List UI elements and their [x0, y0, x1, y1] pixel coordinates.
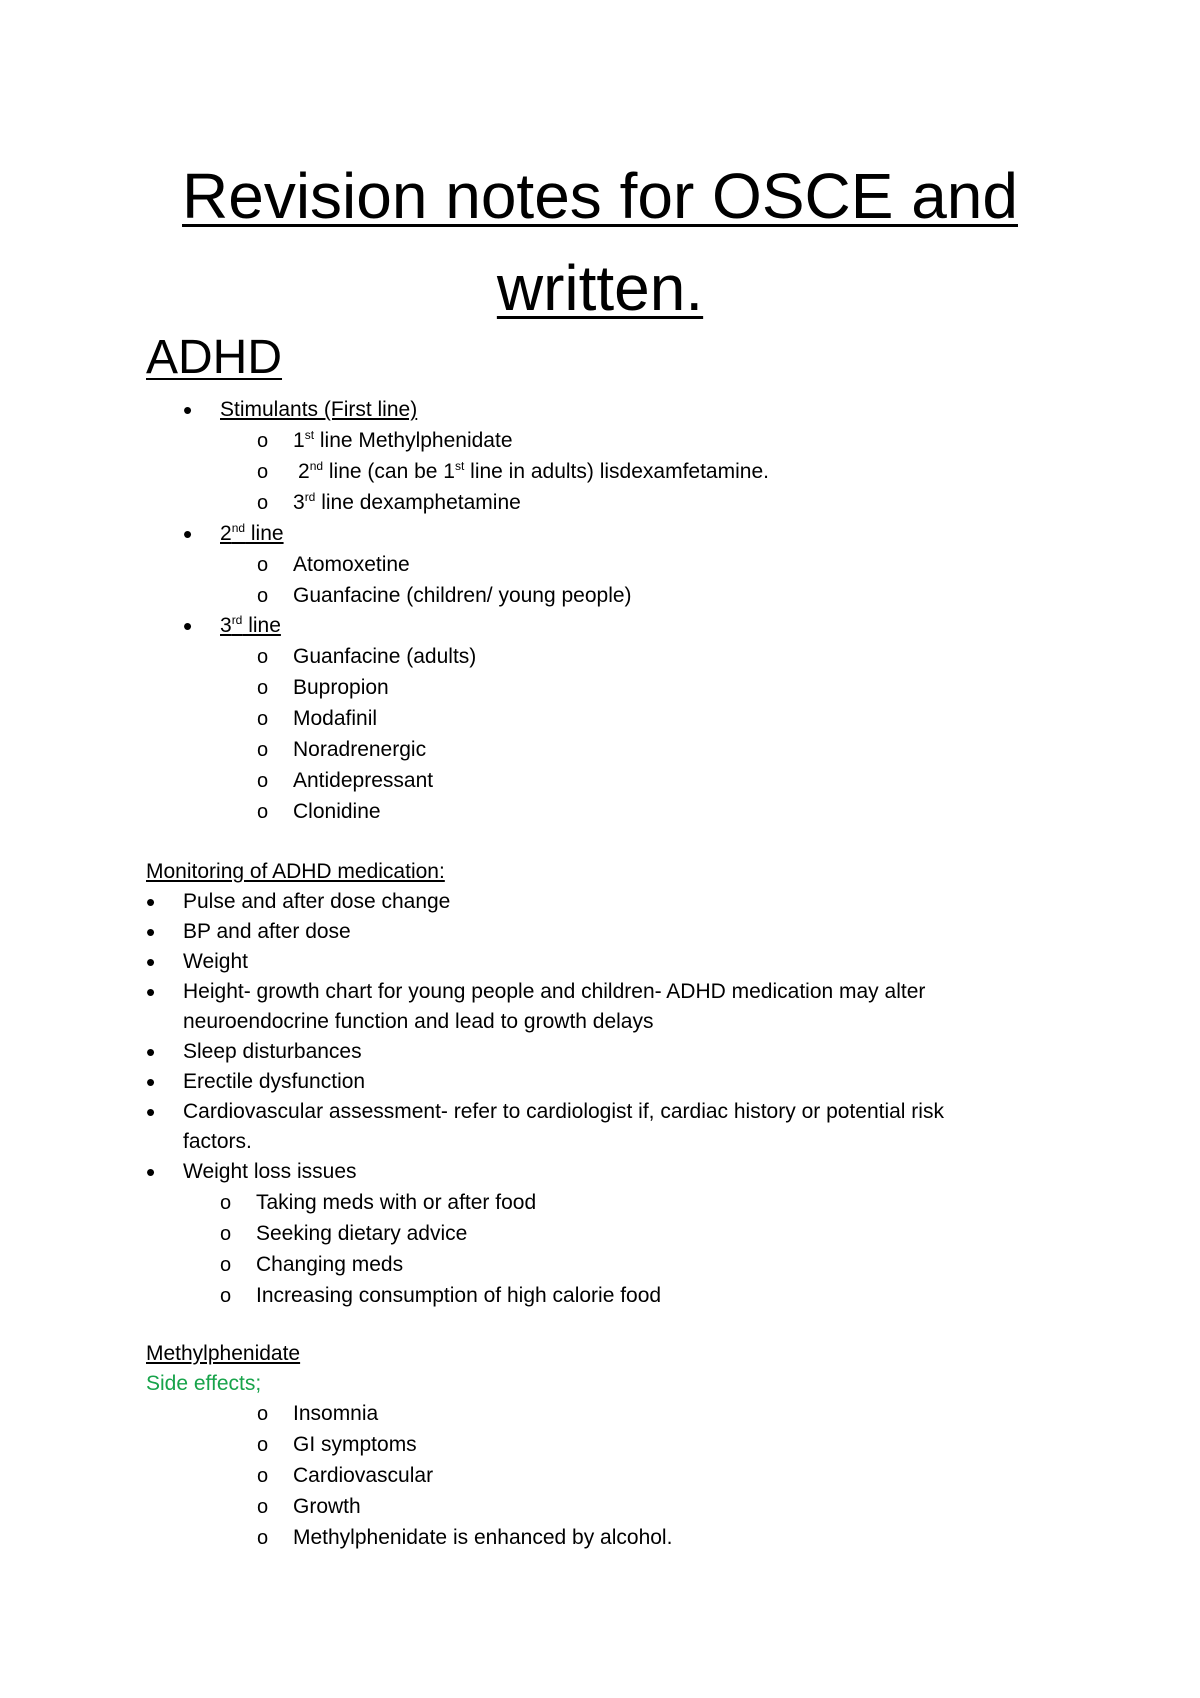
stimulant-item-2: 2nd line (can be 1st line in adults) lisdexamfetamine. [298, 459, 769, 483]
bullet-icon [183, 520, 192, 551]
document-title [0, 150, 1200, 334]
circle-bullet-icon [257, 798, 268, 826]
bullet-icon [183, 396, 192, 427]
monitoring-item: Sleep disturbances [183, 1040, 362, 1063]
weight-loss-item: Taking meds with or after food [256, 1191, 537, 1214]
bullet-icon [146, 1158, 155, 1189]
circle-bullet-icon [220, 1220, 231, 1248]
circle-bullet-icon [257, 1431, 268, 1459]
bullet-icon [146, 888, 155, 919]
circle-bullet-icon [257, 736, 268, 764]
stimulant-item-3: 3rd line dexamphetamine [293, 490, 521, 514]
third-line-item: Guanfacine (adults) [293, 645, 477, 668]
third-line-item: Clonidine [293, 800, 381, 823]
monitoring-item-continuation: factors. [183, 1130, 252, 1153]
circle-bullet-icon [257, 427, 268, 455]
monitoring-item: Cardiovascular assessment- refer to cardiologist if, cardiac history or potential risk [183, 1100, 944, 1123]
side-effect-item: Cardiovascular [293, 1464, 434, 1487]
methylphenidate-heading: Methylphenidate [146, 1342, 301, 1365]
monitoring-item: Weight [183, 950, 248, 973]
circle-bullet-icon [257, 551, 268, 579]
third-line-item: Antidepressant [293, 769, 434, 792]
title-line-1: Revision notes for OSCE and [182, 160, 1018, 232]
circle-bullet-icon [257, 705, 268, 733]
circle-bullet-icon [257, 1400, 268, 1428]
second-line-item: Atomoxetine [293, 553, 410, 576]
third-line-item: Noradrenergic [293, 738, 427, 761]
third-line-item: Modafinil [293, 707, 378, 730]
circle-bullet-icon [257, 458, 268, 486]
monitoring-heading: Monitoring of ADHD medication: [146, 860, 445, 883]
bullet-icon [146, 918, 155, 949]
weight-loss-item: Changing meds [256, 1253, 404, 1276]
circle-bullet-icon [257, 674, 268, 702]
bullet-icon [146, 1038, 155, 1069]
circle-bullet-icon [257, 767, 268, 795]
monitoring-item: Erectile dysfunction [183, 1070, 366, 1093]
monitoring-item-continuation: neuroendocrine function and lead to growth delays [183, 1010, 654, 1033]
stimulant-item-1: 1st line Methylphenidate [293, 428, 513, 452]
bullet-icon [146, 978, 155, 1009]
second-line-label: 2nd line [220, 521, 284, 545]
circle-bullet-icon [257, 1493, 268, 1521]
circle-bullet-icon [257, 1462, 268, 1490]
side-effect-item: Methylphenidate is enhanced by alcohol. [293, 1526, 673, 1549]
side-effects-label: Side effects; [146, 1372, 262, 1395]
monitoring-item: Pulse and after dose change [183, 890, 451, 913]
side-effect-item: Growth [293, 1495, 361, 1518]
circle-bullet-icon [257, 643, 268, 671]
circle-bullet-icon [220, 1282, 231, 1310]
weight-loss-item: Increasing consumption of high calorie food [256, 1284, 662, 1307]
third-line-label: 3rd line [220, 613, 281, 637]
circle-bullet-icon [257, 582, 268, 610]
circle-bullet-icon [257, 489, 268, 517]
bullet-icon [183, 612, 192, 643]
bullet-icon [146, 948, 155, 979]
third-line-item: Bupropion [293, 676, 389, 699]
weight-loss-item: Seeking dietary advice [256, 1222, 468, 1245]
monitoring-item: Height- growth chart for young people and children- ADHD medication may alter [183, 980, 926, 1003]
circle-bullet-icon [220, 1189, 231, 1217]
stimulants-label: Stimulants (First line) [220, 398, 418, 421]
bullet-icon [146, 1068, 155, 1099]
circle-bullet-icon [257, 1524, 268, 1552]
title-line-2: written. [496, 252, 704, 324]
second-line-item: Guanfacine (children/ young people) [293, 584, 632, 607]
monitoring-item: BP and after dose [183, 920, 351, 943]
bullet-icon [146, 1098, 155, 1129]
monitoring-item: Weight loss issues [183, 1160, 357, 1183]
side-effect-item: Insomnia [293, 1402, 379, 1425]
side-effect-item: GI symptoms [293, 1433, 417, 1456]
circle-bullet-icon [220, 1251, 231, 1279]
adhd-heading: ADHD [146, 331, 283, 384]
